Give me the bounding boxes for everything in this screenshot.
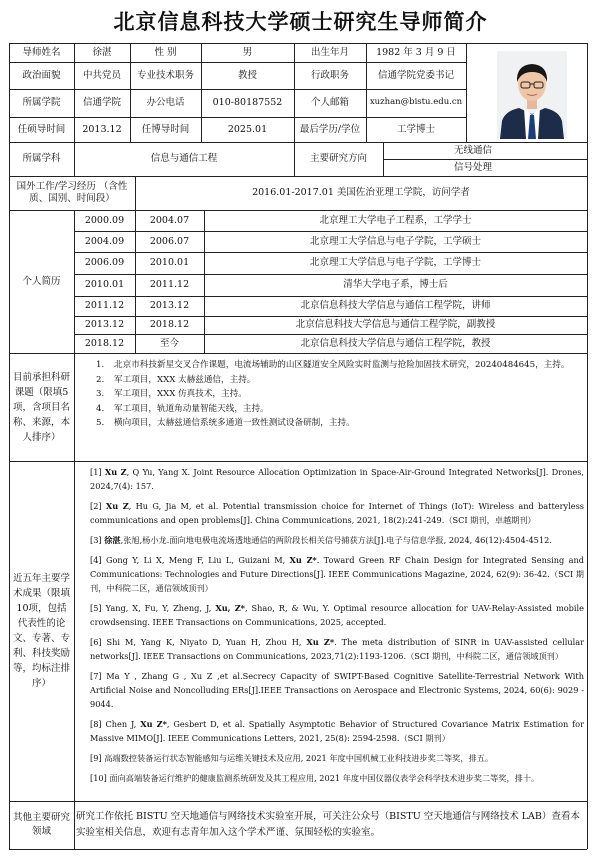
resume-desc: 北京理工大学电子工程系，工学学士 [319,214,472,226]
project-item [96,373,580,388]
publication-pre: [2] [90,501,106,511]
project-item [96,416,580,431]
resume-end: 2011.12 [149,279,190,290]
publication-post: ,张旭,杨小龙.面向地电极电流场透地通信的两阶段长相关信号捕获方法[J].电子与信息学报, 2024, 46(12):4504-4512. [120,535,552,545]
name-label: 导师姓名 [22,46,61,58]
resume-start: 2018.12 [84,337,125,349]
resume-desc: 北京理工大学信息与电子学院，工学硕士 [309,235,481,247]
degree-value: 工学博士 [396,123,435,135]
publication-item [90,601,584,629]
politics-label: 政治面貌 [22,69,61,81]
discipline-value: 信息与通信工程 [150,153,218,164]
phd-time-value: 2025.01 [227,123,268,135]
resume-desc: 北京信息科技大学信息与通信工程学院，副教授 [295,319,496,330]
publication-item [90,751,584,765]
publication-post: , Hu G, Jia M, et al. Potential transmission choice for Internet of Things (IoT): Wireless and batteryless communications and open problems[J]. China Communications, 2021, 18(2):241-249.（SCI 期刊，卓越期刊） [90,501,584,525]
publication-post: . The meta distribution of SINR in UAV-assisted cellular networks[J]. IEEE Transactions on Communications, 2023,71(2):1193-1206.（SCI 期刊，中科院二区，通信领域顶刊） [90,637,585,661]
resume-start: 2010.01 [84,279,125,290]
other-research-label: 其他主要研究领域 [12,812,70,837]
publication-pre: [10] 面向高端装备运行维护的健康监测系统研发及其工程应用, 2021 年度中国仪器仪表学会科学技术进步奖二等奖，排十。 [90,773,540,783]
resume-start: 2013.12 [84,319,125,330]
project-item [96,358,580,373]
leader-time-value: 2013.12 [82,123,122,135]
project-text: 横向项目，太赫兹通信系统多通道一致性测试设备研制，主持。 [114,418,355,428]
publication-pre: [8] Chen J, [90,719,141,729]
publication-item [90,717,584,745]
leader-time-label: 任硕导时间 [17,123,66,135]
research-direction-1: 无线通信 [453,144,492,156]
resume-desc: 清华大学电子系，博士后 [343,279,448,290]
project-item [96,402,580,417]
resume-end: 至今 [159,337,179,349]
publication-pre: [1] [90,467,105,477]
college-label: 所属学院 [22,97,61,108]
publication-pre: [3] [90,535,105,545]
publication-post: . Toward Green RF Chain Design for Integrated Sensing and Communications: Technologies and Future Directions[J]. IEEE Communications Magazine, 2024, 62(9): 36-42.（SCI 期刊，中科院二区，通信领域顶刊） [90,555,584,593]
projects-list [96,358,580,431]
title-value: 教授 [237,69,257,81]
gender-value: 男 [242,46,253,58]
degree-label: 最后学历/学位 [299,123,361,135]
project-text: 军工项目，XXX 太赫兹通信，主持。 [114,374,256,385]
admin-label: 行政职务 [310,69,349,81]
resume-end: 2018.12 [149,319,190,330]
politics-value: 中共党员 [82,69,121,81]
publication-item [90,499,584,527]
project-text: 北京市科技新星交叉合作课题，电流场辅助的山区隧道安全风险实时监测与抢险加固技术研究，20240484645，主持。 [114,360,570,370]
project-text: 军工项目，轨道角动量智能天线，主持。 [114,403,269,414]
college-value: 信通学院 [82,97,121,108]
publication-item [90,533,584,547]
publication-post: , Q Yu, Yang X. Joint Resource Allocation Optimization in Space-Air-Ground Integrated Networks[J]. Drones, 2024,7(4): 157. [90,467,584,491]
publication-pre: [6] Shi M, Yang K, Niyato D, Yuan H, Zhou H, [90,637,307,647]
publication-bold: 徐湛 [104,535,121,545]
phone-value: 010-80187552 [212,97,283,108]
resume-label: 个人简历 [22,275,61,287]
research-label: 主要研究方向 [309,153,367,164]
project-number: 1. [96,360,105,370]
resume-start: 2006.09 [84,257,125,268]
publication-post: , Shao, R, & Wu, Y. Optimal resource allocation for UAV-Relay-Assisted mobile crowdsensing. IEEE Transactions on Communications, 2025, accepted. [90,603,585,627]
resume-end: 2013.12 [149,300,190,311]
publication-pre: [4] Gong Y, Li X, Meng F, Liu L, Guizani M, [90,555,290,565]
title-label: 专业技术职务 [136,69,194,81]
publication-item [90,635,584,663]
resume-desc: 北京理工大学信息与电子学院，工学博士 [309,257,481,268]
resume-end: 2004.07 [149,214,190,226]
publication-bold: Xu Z* [289,555,317,565]
discipline-label: 所属学科 [22,153,61,164]
resume-end: 2010.01 [149,257,190,268]
publications-list [90,465,584,791]
publication-item [90,669,584,711]
publication-bold: Xu, Z* [215,603,245,613]
email-value: xuzhan@bistu.edu.cn [369,97,463,108]
publication-pre: [9] 高端数控装备运行状态智能感知与运维关键技术及应用, 2021 年度中国机械工业科技进步奖二等奖，排五。 [90,753,494,763]
project-text: 军工项目，XXX 仿真技术，主持。 [114,389,247,399]
publication-pre: [7] Ma Y , Zhang G , Xu Z ,et al.Secrecy Capacity of SWIPT-Based Cognitive Satellite-Terrestrial Network With Artificial Noise and Noncolluding ERs[J].IEEE Transactions on Aerospace and Electronic Systems, 2024, 60(6): 9029 - 9044. [90,671,584,709]
publication-bold: Xu Z* [140,719,167,729]
resume-desc: 北京信息科技大学信息与通信工程学院，讲师 [300,300,491,311]
birth-label: 出生年月 [310,46,349,58]
publication-item [90,771,584,785]
project-number: 4. [96,403,105,414]
portrait-photo [497,51,567,139]
resume-start: 2004.09 [84,235,125,247]
phone-label: 办公电话 [146,97,185,108]
birth-value: 1982 年 3 月 9 日 [376,46,456,58]
resume-start: 2000.09 [84,214,125,226]
email-label: 个人邮箱 [310,97,349,108]
name-value: 徐湛 [92,46,112,58]
publication-post: , Gesbert D, et al. Spatially Asymptotic Behavior of Structured Covariance Matrix Estimation for Massive MIMO[J]. IEEE Communications Letters, 2021, 25(8): 2594-2598.（SCI 期刊） [90,719,584,743]
projects-label: 目前承担科研课题（限填5项，含项目名称、来源，本人排序） [12,371,70,443]
project-number: 5. [96,418,105,428]
research-direction-2: 信号处理 [453,161,492,173]
project-item [96,387,580,402]
other-research-value: 研究工作依托 BISTU 空天地通信与网络技术实验室开展，可关注公众号（BISTU 空天地通信与网络技术 LAB）查看本实验室相关信息，欢迎有志青年加入这个学术严谨、氛围轻松的实验室。 [76,811,580,838]
publication-bold: Xu Z [105,501,129,511]
publication-pre: [5] Yang, X, Fu, Y, Zheng, J, [90,603,216,613]
resume-desc: 北京信息科技大学信息与通信工程学院，教授 [300,337,491,349]
abroad-label: 国外工作/学习经历 （含性质、国别、时间段） [16,181,128,204]
publications-label: 近五年主要学术成果（限填10项，包括代表性的论文、专著、专利、科技奖励等，均标注排序） [12,573,70,689]
publication-bold: Xu Z [104,467,127,477]
page-title: 北京信息科技大学硕士研究生导师简介 [113,10,488,34]
publication-item [90,465,584,493]
admin-value: 信通学院党委书记 [377,69,454,81]
project-number: 3. [96,389,105,399]
resume-start: 2011.12 [84,300,125,311]
gender-label: 性 别 [154,46,177,58]
resume-end: 2006.07 [149,235,190,247]
project-number: 2. [96,374,105,385]
abroad-value: 2016.01-2017.01 美国佐治亚理工学院，访问学者 [252,187,470,198]
publication-bold: Xu Z* [306,637,335,647]
publication-item [90,553,584,595]
phd-time-label: 任博导时间 [141,123,190,135]
